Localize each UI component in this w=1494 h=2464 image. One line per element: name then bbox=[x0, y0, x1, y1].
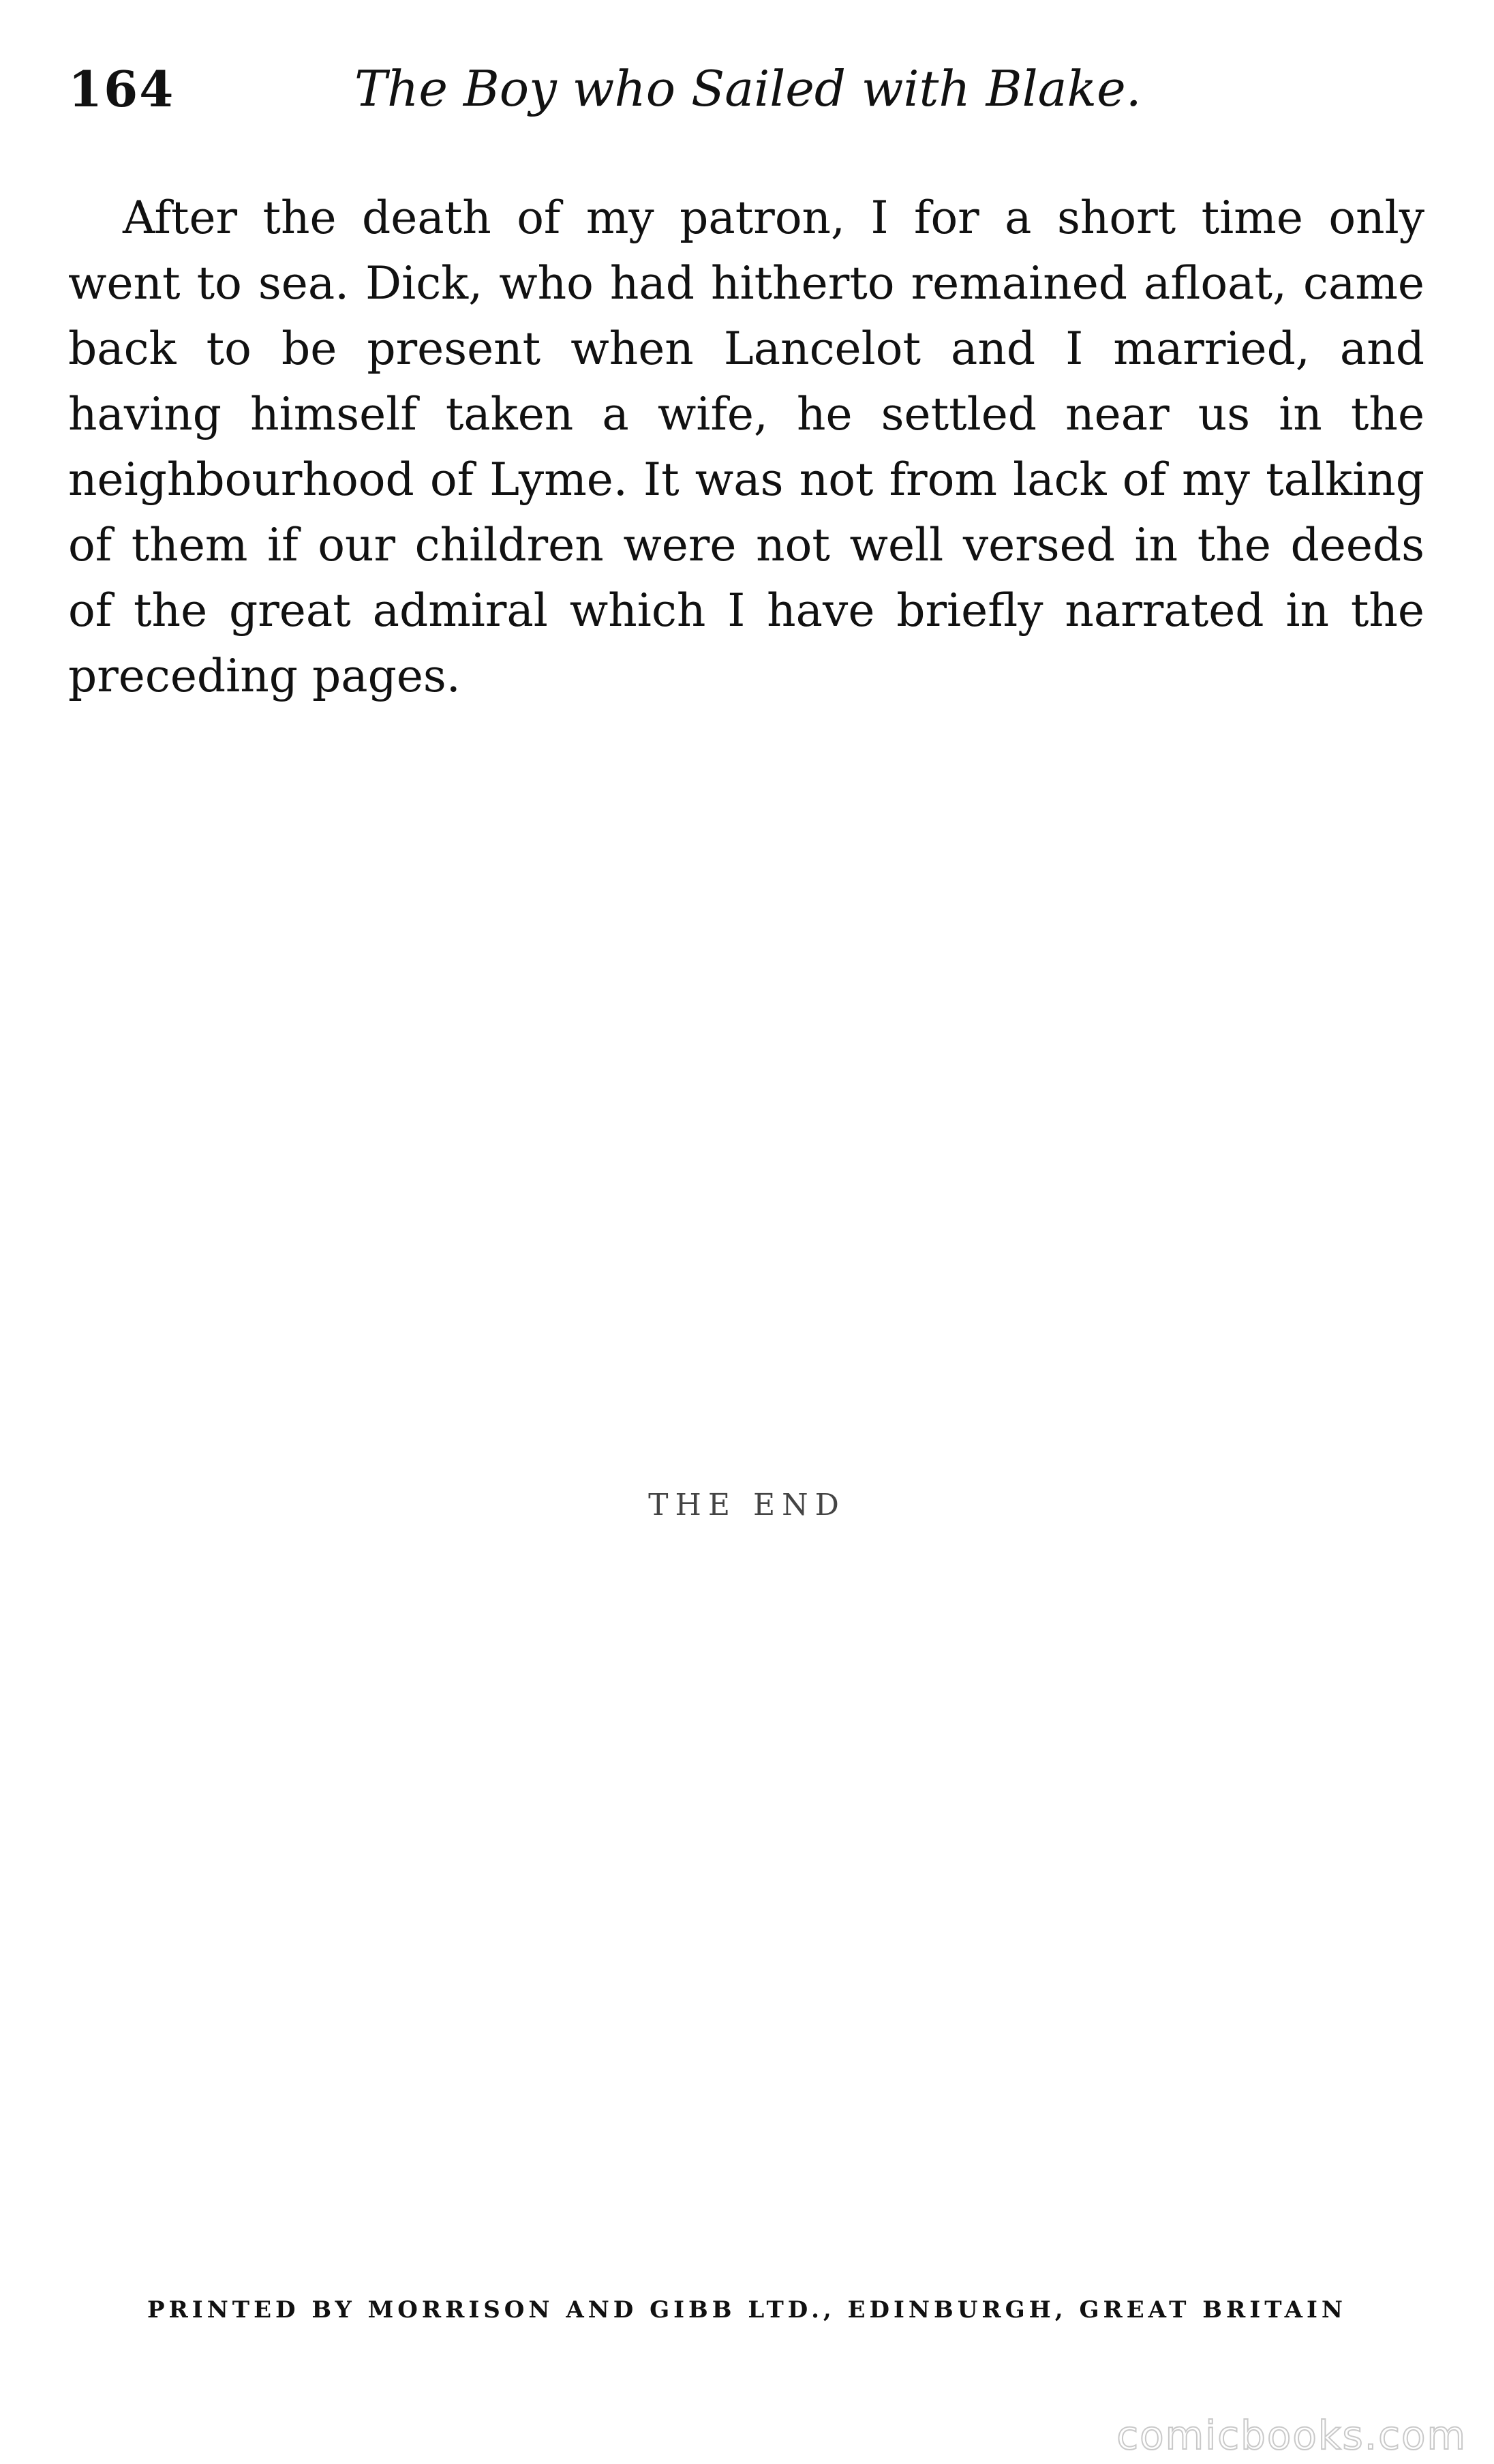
watermark: comicbooks.com bbox=[1116, 2412, 1467, 2459]
page-number: 164 bbox=[68, 60, 175, 118]
body-paragraph: After the death of my patron, I for a short time only went to sea. Dick, who had hitherto remained afloat, came back to be present when Lancelot and I married, and having himself taken a wife, he settled near us in the neighbourhood of Lyme. It was not from lack of my talking of them if our children were not well versed in the deeds of the great admiral which I have briefly narrated in the preceding pages. bbox=[68, 192, 1424, 702]
running-title: The Boy who Sailed with Blake. bbox=[354, 60, 1142, 117]
printer-imprint: PRINTED BY MORRISON AND GIBB LTD., EDINBURGH, GREAT BRITAIN bbox=[147, 2296, 1347, 2324]
the-end-label: THE END bbox=[648, 1488, 846, 1522]
